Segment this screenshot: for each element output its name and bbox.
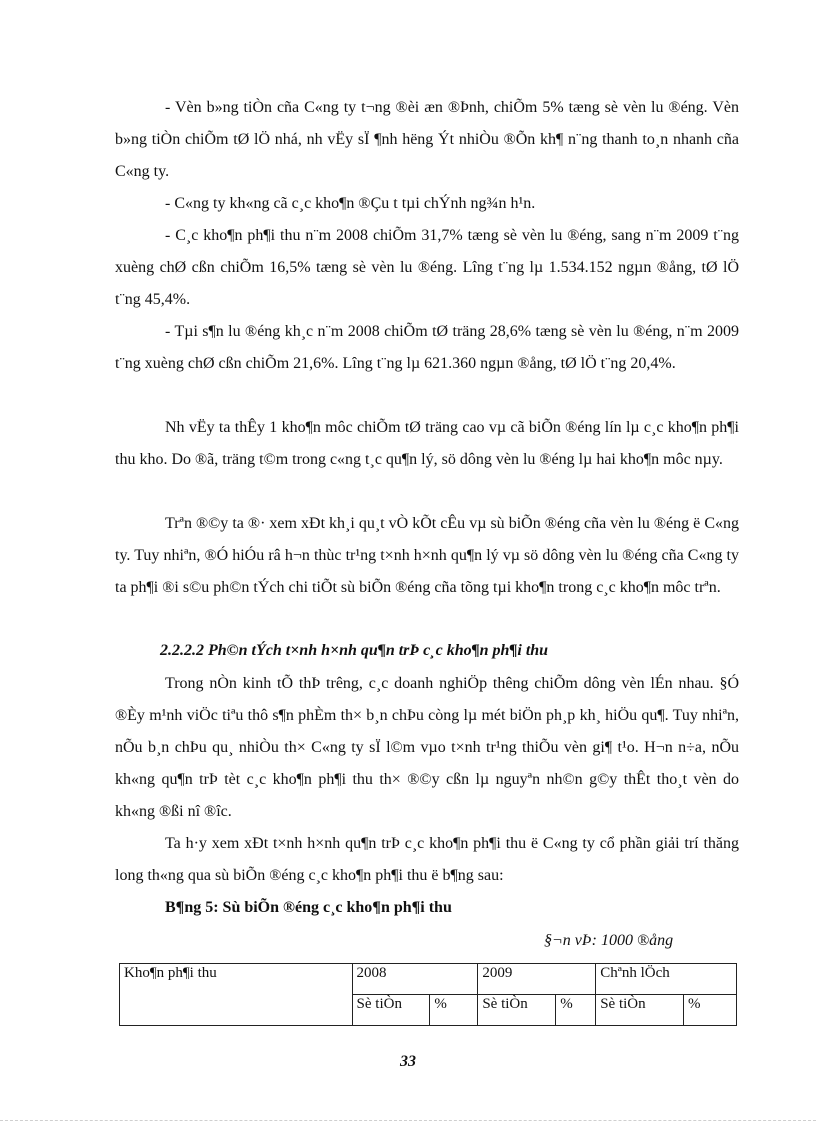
paragraph-overview: Trªn ®©y ta ®· xem xÐt kh¸i qu¸t vÒ kÕt cÊu vµ sù biÕn ®éng cña vèn lu ®éng ë C«ng ty. Tuy nhiªn, ®Ó hiÓu râ h¬n thùc tr¹ng t×nh h×nh qu¶n lý vµ sö dông vèn lu ®éng cña C«ng ty ta ph¶i ®i s©u ph©n tÝch chi tiÕt sù biÕn ®éng cña tõng tµi kho¶n trong c¸c kho¶n môc trªn. xyxy=(115,515,739,596)
subheader-percent-2008: % xyxy=(430,995,478,1026)
paragraph-intro-table: Ta h·y xem xÐt t×nh h×nh qu¶n trÞ c¸c kho¶n ph¶i thu ë C«ng ty cổ phần giải trí thăng long th«ng qua sù biÕn ®éng c¸c kho¶n ph¶i thu ë b¶ng sau: xyxy=(115,835,739,884)
receivables-table xyxy=(119,963,737,1026)
header-difference: Chªnh lÖch xyxy=(596,964,737,995)
subheader-percent-2009: % xyxy=(556,995,596,1026)
page-number: 33 xyxy=(400,1053,416,1070)
header-year-2009: 2009 xyxy=(478,964,596,995)
section-heading: 2.2.2.2 Ph©n tÝch t×nh h×nh qu¶n trÞ c¸c kho¶n ph¶i thu xyxy=(160,642,549,659)
paragraph-other-assets: - Tµi s¶n lu ®éng kh¸c n¨m 2008 chiÕm tØ träng 28,6% tæng sè vèn lu ®éng, n¨m 2009 t¨ng xuèng chØ cßn chiÕm 21,6%. Lîng t¨ng lµ 621.360 ngµn ®ång, tØ lÖ t¨ng 20,4%. xyxy=(115,323,739,372)
paragraph-investment: - C«ng ty kh«ng cã c¸c kho¶n ®Çu t tµi chÝnh ng¾n h¹n. xyxy=(165,195,536,212)
paragraph-receivables: - C¸c kho¶n ph¶i thu n¨m 2008 chiÕm 31,7% tæng sè vèn lu ®éng, sang n¨m 2009 t¨ng xuèng chØ cßn chiÕm 16,5% tæng sè vèn lu ®éng. Lîng t¨ng lµ 1.534.152 ngµn ®ång, tØ lÖ t¨ng 45,4%. xyxy=(115,227,739,308)
table-title: B¶ng 5: Sù biÕn ®éng c¸c kho¶n ph¶i thu xyxy=(165,899,452,916)
paragraph-market-economy: Trong nÒn kinh tÕ thÞ trêng, c¸c doanh nghiÖp thêng chiÕm dông vèn lÉn nhau. §Ó ®Èy m¹nh viÖc tiªu thô s¶n phÈm th× b¸n chÞu còng lµ mét biÖn ph¸p kh¸ hiÖu qu¶. Tuy nhiªn, nÕu b¸n chÞu qu¸ nhiÒu th× C«ng ty sÏ l©m vµo t×nh tr¹ng thiÕu vèn gi¶ t¹o. H¬n n÷a, nÕu kh«ng qu¶n trÞ tèt c¸c kho¶n ph¶i thu th× ®©y cßn lµ nguyªn nh©n g©y thÊt tho¸t vèn do kh«ng ®ßi nî ®îc. xyxy=(115,675,739,820)
subheader-amount-diff: Sè tiÒn xyxy=(596,995,684,1026)
table-header-row xyxy=(120,964,737,995)
header-year-2008: 2008 xyxy=(352,964,478,995)
subheader-amount-2008: Sè tiÒn xyxy=(352,995,430,1026)
page-bottom-divider xyxy=(0,1120,816,1121)
subheader-amount-2009: Sè tiÒn xyxy=(478,995,556,1026)
paragraph-summary: Nh vËy ta thÊy 1 kho¶n môc chiÕm tØ träng cao vµ cã biÕn ®éng lín lµ c¸c kho¶n ph¶i thu kho. Do ®ã, träng t©m trong c«ng t¸c qu¶n lý, sö dông vèn lu ®éng lµ hai kho¶n môc nµy. xyxy=(115,419,739,468)
header-receivable-item: Kho¶n ph¶i thu xyxy=(120,964,353,1026)
subheader-percent-diff: % xyxy=(684,995,737,1026)
unit-note: §¬n vÞ: 1000 ®ång xyxy=(544,932,674,949)
paragraph-cash: - Vèn b»ng tiÒn cña C«ng ty t¬ng ®èi æn ®Þnh, chiÕm 5% tæng sè vèn lu ®éng. Vèn b»ng tiÒn chiÕm tØ lÖ nhá, nh vËy sÏ ¶nh hëng Ýt nhiÒu ®Õn kh¶ n¨ng thanh to¸n nhanh cña C«ng ty. xyxy=(115,99,739,180)
